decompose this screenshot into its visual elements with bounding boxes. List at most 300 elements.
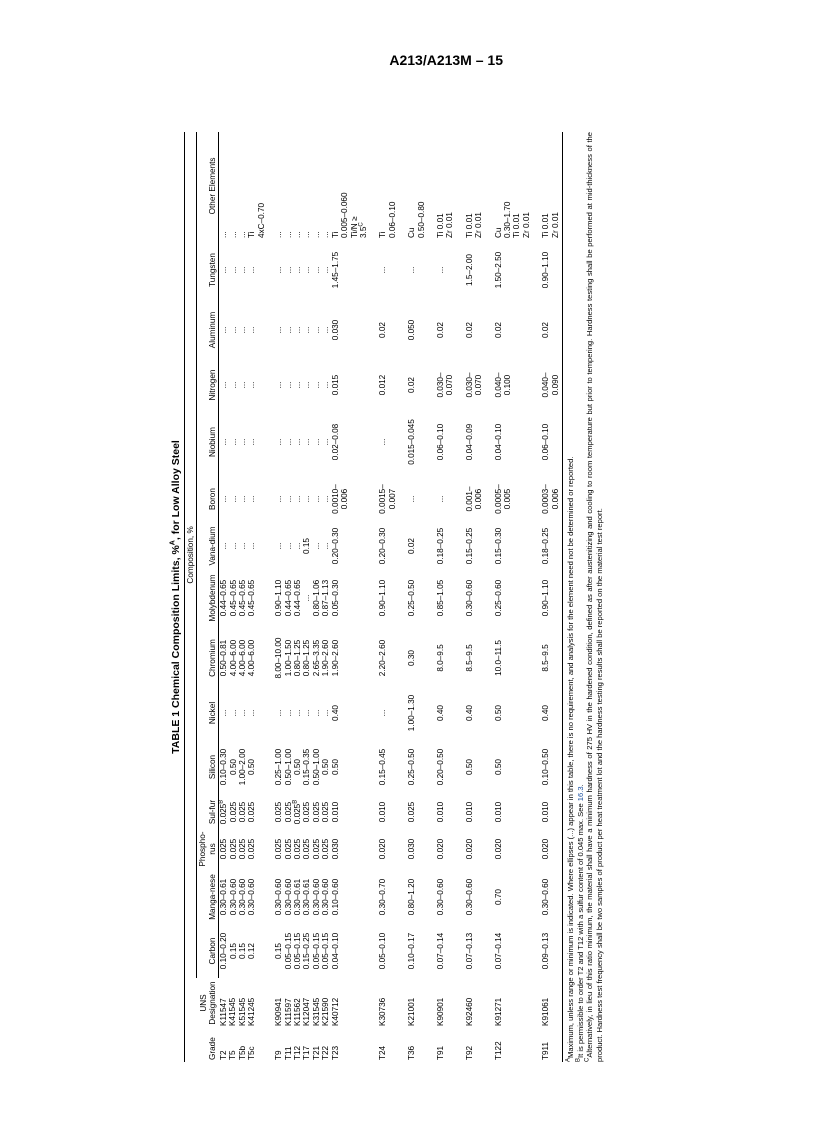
cell-line: 0.0003– [541,484,551,514]
cell-line: 0.25–0.50 [407,748,417,786]
cell-line: 0.30–0.60 [283,878,293,916]
cell-line: T91 [435,1045,445,1060]
cell-molybdenum [426,568,455,628]
cell-boron [266,474,368,524]
cell-grade [397,1028,426,1062]
cell-chromium [219,628,267,688]
cell-line: ... [407,266,417,274]
cell-chromium [455,628,484,688]
cell-manganese [368,870,397,924]
cell-line: 0.02 [378,322,388,338]
cell-line: 0.80–1.25 [293,639,303,677]
cell-silicon [397,738,426,796]
cell-chromium [266,628,368,688]
cell-line: ... [311,438,321,446]
cell-line: ... [311,231,321,238]
cell-line: ... [274,266,284,274]
cell-other [397,132,426,240]
cell-line: 0.02 [541,322,551,338]
footnote-c: $^C$Alternatively, in lieu of this ratio minimum, the material shall have a minimum hardness of 275 HV in the hardened condition, defined as after austenitizing and cooling to room temperature but prior to tempering. Hardness testing shall be performed at mid-thickness of the product. Hardness test frequency shall be two samples of product per heat treatment lot and the hardness testing results shall be reported on the material test report. [584,132,604,1062]
cell-line: K41545 [228,997,238,1026]
cell-other [219,132,267,240]
table-row [397,132,426,1062]
cell-carbon [455,924,484,978]
cell-line: T9 [274,1050,284,1060]
cell-line: ... [219,266,229,274]
cell-line: 0.30–0.61 [219,878,229,916]
cell-line: 0.090 [550,374,560,396]
cell-phosphorus [531,828,562,870]
cell-phosphorus [219,828,267,870]
cell-line: 0.50 [493,759,503,775]
cell-line: ... [311,495,321,503]
cell-line: 0.007 [387,488,397,510]
cell-niobium [219,410,267,474]
cell-line: 0.30–0.60 [321,878,331,916]
cell-line: 0.50 [321,759,331,775]
cell-nickel [531,688,562,738]
cell-line: $0.025^B$ [292,799,303,825]
cell-line: 0.15–0.35 [302,748,312,786]
cell-line: ... [274,709,284,717]
cell-line: 0.40 [464,705,474,721]
cell-niobium [426,410,455,474]
cell-line: ... [219,326,229,334]
cell-line: ... [293,438,303,446]
cell-line: ... [274,542,284,550]
cell-line: 1.00–2.00 [238,748,248,786]
cell-line: 0.05–0.10 [378,932,388,970]
cell-line: Zr 0.01 [550,212,560,238]
cell-nitrogen [219,360,267,410]
cell-line: ... [283,266,293,274]
cell-line: 0.07–0.14 [435,932,445,970]
cell-silicon [368,738,397,796]
cell-line: ... [378,438,388,446]
header-nickel: Nickel [197,688,219,738]
cell-niobium [397,410,426,474]
cell-niobium [484,410,532,474]
cell-line: 1.5–2.00 [464,254,474,286]
cell-line: 0.30–0.61 [302,878,312,916]
cell-line: ... [321,542,331,550]
cell-line: 0.30–0.61 [293,878,303,916]
header-vanadium: Vana-dium [197,524,219,568]
cell-line: 0.30–0.60 [228,878,238,916]
cell-line: 0.025 [274,838,284,860]
composition-table [184,132,563,1062]
cell-line: 0.30–0.70 [378,878,388,916]
table-title: TABLE 1 Chemical Composition Limits, % [170,545,182,754]
cell-line: $0.025^B$ [218,799,229,825]
cell-line: ... [247,542,257,550]
cell-line: T12 [293,1045,303,1060]
cell-line: 0.010 [493,801,503,823]
cell-nickel [397,688,426,738]
table-row [266,132,368,1062]
cell-line: ... [321,266,331,274]
cell-line: 0.020 [493,838,503,860]
header-sulfur: Sul-fur [197,796,219,828]
cell-line: K21590 [321,997,331,1026]
cell-nickel [426,688,455,738]
cell-tungsten [531,240,562,300]
cell-line: ... [247,438,257,446]
cell-line: ... [293,709,303,717]
cell-line: 0.02 [435,322,445,338]
cell-line: 0.45–0.65 [238,579,248,617]
cell-tungsten [484,240,532,300]
cell-line: ... [219,231,229,238]
cell-vanadium [266,524,368,568]
cell-line: 0.015 [330,374,340,396]
cell-line: ... [293,542,303,550]
cell-vanadium [426,524,455,568]
cell-carbon [266,924,368,978]
cell-line: 0.015–0.045 [407,419,417,465]
cell-line: T21 [311,1045,321,1060]
header-grade: Grade [185,1028,219,1062]
cell-line: 0.025 [302,801,312,823]
cell-boron [484,474,532,524]
footnote-mark: C [358,222,365,227]
header-row-top [185,132,197,1062]
cell-line: ... [247,326,257,334]
table-row [426,132,455,1062]
cell-line: 0.30–0.60 [435,878,445,916]
cell-line: 0.070 [474,374,484,396]
cell-uns [426,978,455,1028]
cell-line: 0.85–1.05 [435,579,445,617]
header-manganese: Manga-nese [197,870,219,924]
cell-uns [484,978,532,1028]
cell-grade [219,1028,267,1062]
cell-line: ... [378,709,388,717]
cell-line: ... [274,381,284,389]
cell-line: ... [302,709,312,717]
cell-phosphorus [397,828,426,870]
cell-line: ... [247,266,257,274]
cell-line: 0.05–0.30 [330,579,340,617]
cell-line: K41245 [246,997,256,1026]
cell-line: 0.02 [407,538,417,554]
footnote-mark: B [218,799,225,804]
cell-line: 1.45–1.75 [330,251,340,289]
footnote-a: $^A$Maximum, unless range or minimum is indicated. Where ellipses (...) appear in this table, there is no requirement, and analysis for the element need not be determined or reported. [565,456,575,1062]
cell-line: 0.04–0.10 [493,423,503,461]
document-designation: A213/A213M – 15 [389,52,503,68]
cell-line: 0.90–1.10 [541,251,551,289]
cell-nitrogen [368,360,397,410]
cell-line: 0.006 [550,488,560,510]
cell-silicon [219,738,267,796]
cell-line: 0.04–0.09 [464,423,474,461]
cell-line: 0.80–1.25 [302,639,312,677]
cell-line: 0.50 [293,759,303,775]
cell-molybdenum [455,568,484,628]
cell-line: 4.00–6.00 [228,639,238,677]
cell-line: K92460 [464,997,474,1026]
section-ref-link[interactable]: 16.3 [575,786,585,802]
cell-molybdenum [484,568,532,628]
cell-line: 0.040– [493,372,503,398]
cell-vanadium [531,524,562,568]
cell-nitrogen [484,360,532,410]
cell-line: 0.87–1.13 [321,579,331,617]
cell-line: 0.07–0.13 [464,932,474,970]
cell-line: 0.25–0.60 [493,579,503,617]
cell-line: 0.020 [464,838,474,860]
cell-uns [368,978,397,1028]
cell-line: 1.00–1.30 [407,694,417,732]
cell-line: 0.025 [247,838,257,860]
cell-line: 1.90–2.60 [321,639,331,677]
cell-line: 0.10–0.60 [330,878,340,916]
cell-line: ... [321,438,331,446]
cell-line: 8.0–9.5 [435,644,445,672]
cell-line: 0.90–1.10 [274,579,284,617]
cell-line: 0.25–1.00 [274,748,284,786]
cell-chromium [397,628,426,688]
cell-molybdenum [266,568,368,628]
cell-aluminum [484,300,532,360]
cell-line: K91271 [493,997,503,1026]
cell-boron [531,474,562,524]
cell-line: ... [311,266,321,274]
cell-line: Ti 0.01 [541,213,551,238]
cell-line: ... [302,381,312,389]
cell-line: ... [274,326,284,334]
cell-line: ... [247,495,257,503]
cell-tungsten [368,240,397,300]
cell-chromium [426,628,455,688]
cell-chromium [484,628,532,688]
cell-line: 0.15 [228,943,238,959]
cell-manganese [531,870,562,924]
cell-vanadium [397,524,426,568]
cell-manganese [426,870,455,924]
cell-line: ... [228,326,238,334]
cell-line: K11547 [218,998,228,1026]
cell-line: 0.50–1.00 [311,748,321,786]
cell-boron [455,474,484,524]
cell-line: Ti [247,231,257,238]
cell-niobium [531,410,562,474]
cell-grade [484,1028,532,1062]
cell-line: 1.90–2.60 [330,639,340,677]
cell-line: 0.10–0.50 [541,748,551,786]
cell-line: 1.50–2.50 [493,251,503,289]
cell-sulfur [219,796,267,828]
cell-line: ... [238,231,248,238]
cell-line: 0.06–0.10 [387,201,397,238]
cell-line: 1.00–1.50 [283,639,293,677]
cell-line: ... [302,594,312,602]
cell-phosphorus [266,828,368,870]
cell-line: ... [321,326,331,334]
cell-line: ... [293,495,303,503]
cell-nickel [368,688,397,738]
table-row [531,132,562,1062]
cell-line: 0.06–0.10 [541,423,551,461]
cell-line: T5b [237,1045,247,1060]
cell-other [484,132,532,240]
footnote-b: $^B$It is permissible to order T2 and T12 with a sulfur content of 0.045 max. See 16.3. [575,784,585,1062]
cell-line: ... [321,381,331,389]
cell-line: 0.15 [302,538,312,554]
cell-line: ... [302,438,312,446]
cell-line: 0.30–0.60 [311,878,321,916]
cell-line: T122 [493,1041,503,1060]
cell-boron [397,474,426,524]
cell-line: 0.50 [493,705,503,721]
cell-line: 0.50–1.00 [283,748,293,786]
cell-phosphorus [455,828,484,870]
cell-line: Cu [407,227,417,238]
cell-line: 0.10–0.17 [407,932,417,970]
header-silicon: Silicon [197,738,219,796]
header-other: Other Elements [197,132,219,240]
cell-line: 0.025 [228,838,238,860]
cell-sulfur [531,796,562,828]
cell-line: 8.5–9.5 [464,644,474,672]
cell-line: ... [283,709,293,717]
cell-line: 0.030 [407,838,417,860]
cell-line: 0.070 [445,374,455,396]
header-nitrogen: Nitrogen [197,360,219,410]
cell-line: 0.005 [502,488,512,510]
cell-line: K11562 [293,998,303,1026]
cell-line: 0.025 [311,838,321,860]
cell-line: ... [228,381,238,389]
cell-line: ... [274,438,284,446]
cell-line: 0.025 [302,838,312,860]
cell-line: T17 [302,1045,312,1060]
cell-line: 0.30–0.60 [541,878,551,916]
cell-line: 0.50–0.81 [219,639,229,677]
cell-line: 0.050 [407,319,417,341]
cell-line: ... [219,381,229,389]
cell-aluminum [368,300,397,360]
cell-silicon [455,738,484,796]
header-uns: UNS Designation [185,978,219,1028]
cell-line: ... [302,231,312,238]
cell-line: ... [293,266,303,274]
cell-line: 0.025 [311,801,321,823]
cell-line: 0.025 [321,801,331,823]
cell-line: 0.02 [493,322,503,338]
cell-line: K40712 [330,997,340,1026]
cell-line: 4.00–6.00 [238,639,248,677]
cell-line: 0.025 [283,801,293,823]
cell-line: ... [293,326,303,334]
cell-line: ... [435,495,445,503]
cell-uns [219,978,267,1028]
cell-line: ... [302,326,312,334]
cell-line: T5c [246,1046,256,1060]
cell-manganese [397,870,426,924]
cell-line: ... [302,495,312,503]
cell-other [455,132,484,240]
cell-line: 0.02–0.08 [330,423,340,461]
cell-tungsten [397,240,426,300]
cell-line: ... [435,266,445,274]
cell-line: 0.025 [283,838,293,860]
cell-vanadium [368,524,397,568]
cell-line: 0.50 [228,759,238,775]
cell-aluminum [397,300,426,360]
cell-line: 0.025 [293,838,303,860]
cell-line: 2.65–3.35 [311,639,321,677]
cell-phosphorus [426,828,455,870]
cell-tungsten [266,240,368,300]
cell-line: 0.15–0.25 [302,932,312,970]
cell-boron [219,474,267,524]
cell-line: 0.18–0.25 [435,527,445,565]
cell-line: 0.15–0.45 [378,748,388,786]
cell-uns [455,978,484,1028]
cell-niobium [455,410,484,474]
cell-line: 0.15–0.30 [493,527,503,565]
cell-line: K90901 [435,997,445,1026]
cell-nitrogen [455,360,484,410]
cell-aluminum [266,300,368,360]
cell-line: ... [283,542,293,550]
cell-aluminum [531,300,562,360]
cell-molybdenum [368,568,397,628]
header-niobium: Niobium [197,410,219,474]
cell-line: 0.05–0.15 [321,932,331,970]
cell-line: 0.30–0.60 [464,878,474,916]
cell-sulfur [484,796,532,828]
cell-tungsten [426,240,455,300]
cell-chromium [368,628,397,688]
cell-line: 0.025 [321,838,331,860]
cell-line: 0.030– [435,372,445,398]
cell-line: K12047 [302,997,312,1026]
cell-manganese [266,870,368,924]
cell-line: T92 [464,1045,474,1060]
cell-line: ... [283,231,293,238]
cell-nitrogen [397,360,426,410]
cell-line: T36 [407,1045,417,1060]
header-aluminum: Aluminum [197,300,219,360]
cell-other [368,132,397,240]
cell-line: T911 [541,1041,551,1060]
cell-line: ... [321,495,331,503]
cell-nitrogen [426,360,455,410]
cell-line: Ti [378,231,388,238]
cell-line: 0.010 [464,801,474,823]
cell-other [426,132,455,240]
cell-grade [368,1028,397,1062]
header-boron: Boron [197,474,219,524]
cell-phosphorus [484,828,532,870]
cell-line: ... [274,495,284,503]
cell-line: ... [228,495,238,503]
cell-line: 8.5–9.5 [541,644,551,672]
rotated-table-block [168,132,668,1062]
cell-line: 0.05–0.15 [283,932,293,970]
cell-line: ... [238,381,248,389]
cell-line: ... [283,326,293,334]
cell-line: 0.010 [378,801,388,823]
cell-line: 2.20–2.60 [378,639,388,677]
cell-carbon [368,924,397,978]
cell-line: 0.90–1.10 [378,579,388,617]
cell-line: ... [311,326,321,334]
cell-uns [266,978,368,1028]
